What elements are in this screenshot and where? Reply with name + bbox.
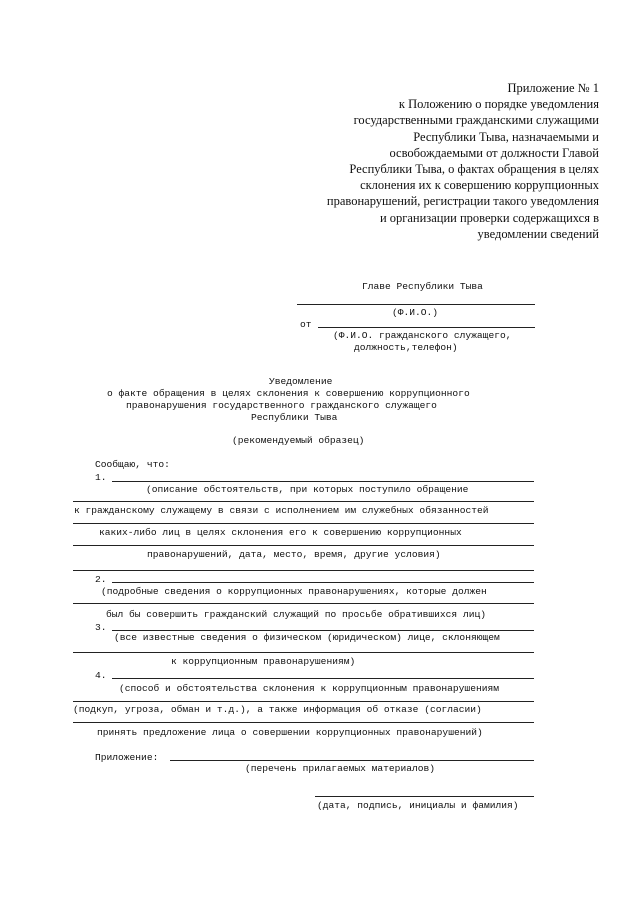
header-line: освобождаемыми от должности Главой (389, 145, 599, 160)
header-line: к Положению о порядке уведомления (398, 97, 599, 112)
item1-field-line (73, 501, 534, 502)
header-line: Приложение № 1 (507, 81, 599, 95)
header-line: Республики Тыва, о фактах обращения в целях (349, 162, 599, 177)
item1-caption-4: правонарушений, дата, место, время, другие условия) (147, 549, 441, 560)
item2-field-line (73, 603, 534, 604)
item1-caption-3: каких-либо лиц в целях склонения его к совершению коррупционных (99, 527, 462, 538)
from-caption-line2: должность,телефон) (354, 342, 458, 353)
signature-caption: (дата, подпись, инициалы и фамилия) (317, 800, 519, 811)
header-line: и организации проверки содержащихся в (379, 210, 599, 225)
item2-field-line (112, 582, 534, 583)
attachment-label: Приложение: (95, 752, 159, 763)
signature-field-line (315, 796, 534, 797)
header-line: Республики Тыва, назначаемыми и (413, 129, 599, 144)
item3-field-line (73, 652, 534, 653)
from-label: от (300, 319, 312, 330)
item1-field-line (112, 481, 534, 482)
attachment-caption: (перечень прилагаемых материалов) (245, 763, 435, 774)
item4-caption-1: (способ и обстоятельства склонения к коррупционным правонарушениям (119, 683, 499, 694)
notice-title-line2: о факте обращения в целях склонения к совершению коррупционного (107, 388, 470, 399)
item2-caption-1: (подробные сведения о коррупционных правонарушениях, которые должен (101, 586, 487, 597)
from-caption-line1: (Ф.И.О. гражданского служащего, (333, 330, 512, 341)
header-line: склонения их к совершению коррупционных (360, 178, 599, 193)
header-line: государственными гражданскими служащими (353, 113, 599, 128)
notice-title-line3: правонарушения государственного гражданского служащего (126, 400, 437, 411)
item1-caption-1: (описание обстоятельств, при которых поступило обращение (146, 484, 469, 495)
header-line: правонарушений, регистрации такого уведомления (326, 194, 599, 209)
item3-caption-1: (все известные сведения о физическом (юридическом) лице, склоняющем (114, 632, 500, 643)
item1-caption-2: к гражданскому служащему в связи с исполнением им служебных обязанностей (74, 505, 489, 516)
item3-caption-2: к коррупционным правонарушениям) (171, 656, 356, 667)
item4-caption-3: принять предложение лица о совершении коррупционных правонарушений) (97, 727, 483, 738)
notice-title-line4: Республики Тыва (251, 412, 338, 423)
item4-number: 4. (95, 670, 107, 681)
item4-field-line (73, 722, 534, 723)
notice-heading: Уведомление (269, 376, 333, 387)
attachment-field-line (170, 760, 534, 761)
appendix-header (327, 80, 599, 242)
item4-field-line (73, 701, 534, 702)
intro-text: Сообщаю, что: (95, 459, 170, 470)
item1-field-line (73, 523, 534, 524)
item1-number: 1. (95, 472, 107, 483)
item2-number: 2. (95, 574, 107, 585)
item4-caption-2: (подкуп, угроза, обман и т.д.), а также информация об отказе (согласии) (73, 704, 482, 715)
fio-caption: (Ф.И.О.) (392, 307, 439, 318)
item1-field-line (73, 545, 534, 546)
item3-number: 3. (95, 622, 107, 633)
item4-field-line (112, 678, 534, 679)
item2-caption-2: был бы совершить гражданский служащий по просьбе обратившихся лиц) (106, 609, 486, 620)
item3-field-line (112, 630, 534, 631)
fio-field-line (297, 304, 535, 305)
sample-note: (рекомендуемый образец) (232, 435, 365, 446)
addressee-to: Главе Республики Тыва (362, 281, 483, 292)
item1-field-line (73, 570, 534, 571)
from-field-line (318, 327, 535, 328)
header-line: уведомлении сведений (477, 226, 599, 241)
